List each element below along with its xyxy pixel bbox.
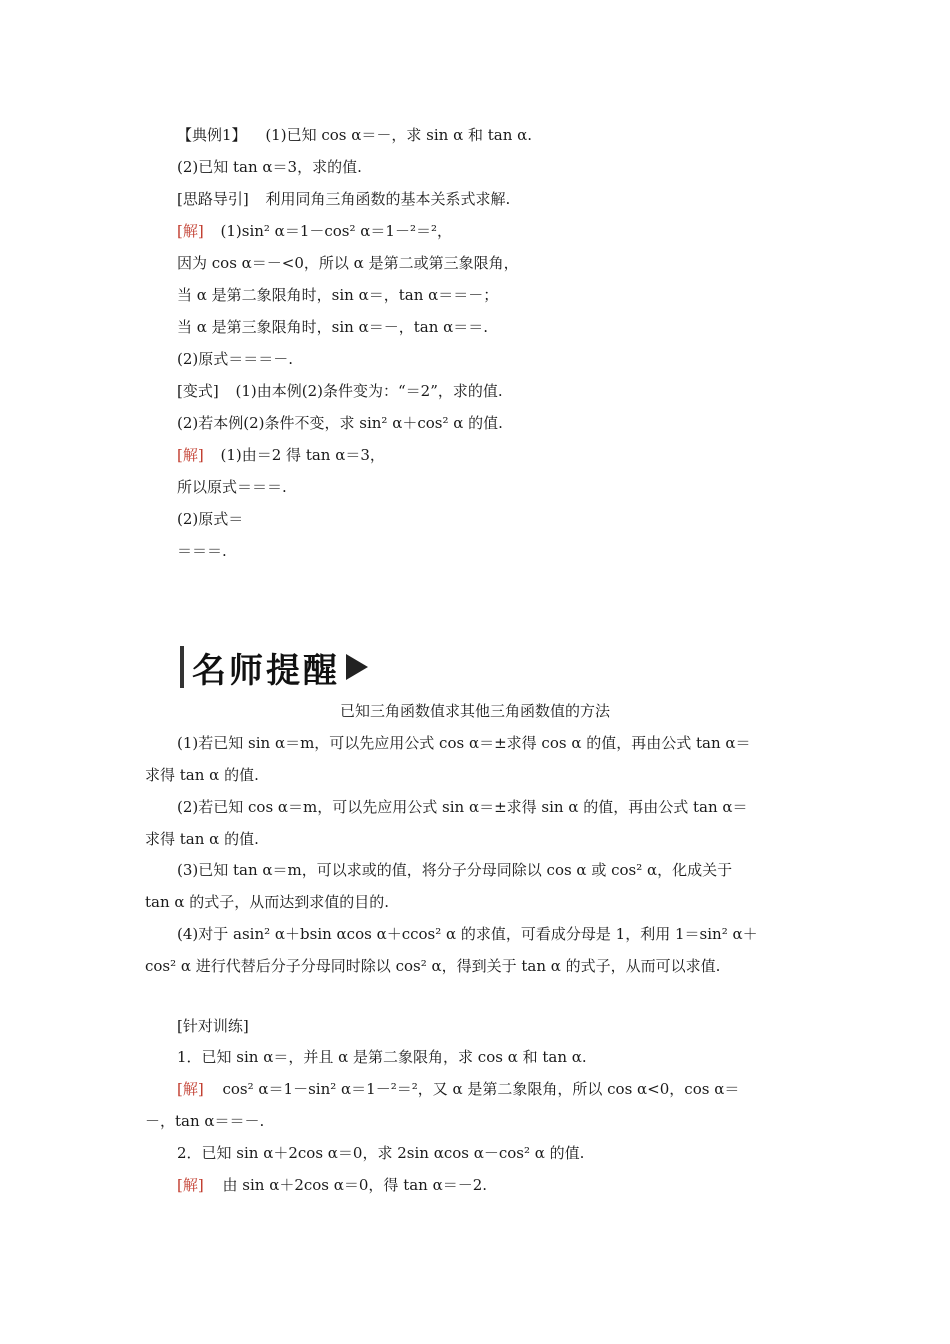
tips-paragraph: 求得 tan α 的值. <box>145 766 259 784</box>
variant-solution-1 <box>177 445 385 465</box>
solution-step: 当 α 是第三象限角时，sin α＝－，tan α＝＝. <box>177 318 489 336</box>
variant-question-1: (1)由本例(2)条件变为：“＝2”，求的值. <box>235 382 503 400</box>
training-question-1: 1．已知 sin α＝，并且 α 是第二象限角，求 cos α 和 tan α. <box>177 1048 587 1066</box>
solution-tag: [解] <box>177 222 204 240</box>
tips-paragraph: tan α 的式子，从而达到求值的目的. <box>145 893 390 911</box>
solution-step: ＝＝＝. <box>177 542 227 560</box>
example-tag: 【典例1】 <box>177 126 247 144</box>
variant-line-1 <box>177 381 503 401</box>
tips-paragraph: (3)已知 tan α＝m，可以求或的值，将分子分母同除以 cos α 或 cos² α，化成关于 <box>177 861 733 879</box>
training-answer-2 <box>177 1175 487 1195</box>
solution-tag: [解] <box>177 1176 204 1194</box>
tips-paragraph: (4)对于 asin² α＋bsin αcos α＋ccos² α 的求值，可看成分母是 1，利用 1＝sin² α＋ <box>177 925 758 943</box>
solution-tag: [解] <box>177 446 204 464</box>
banner-title: 名师提醒 <box>192 650 340 691</box>
solution-step: －，tan α＝＝－. <box>145 1112 265 1130</box>
example-hint <box>177 189 510 209</box>
example-solution-1 <box>177 221 452 241</box>
tips-paragraph: cos² α 进行代替后分子分母同时除以 cos² α，得到关于 tan α 的式子，从而可以求值. <box>145 957 721 975</box>
solution-step: 由 sin α＋2cos α＝0，得 tan α＝－2. <box>222 1176 488 1194</box>
tips-paragraph: (2)若已知 cos α＝m，可以先应用公式 sin α＝±求得 sin α 的值，再由公式 tan α＝ <box>177 798 748 816</box>
hint-text: 利用同角三角函数的基本关系式求解. <box>265 190 511 208</box>
example-question-1: (1)已知 cos α＝－，求 sin α 和 tan α. <box>265 126 533 144</box>
solution-step: 所以原式＝＝＝. <box>177 478 287 496</box>
tips-banner <box>180 645 368 689</box>
variant-tag: [变式] <box>177 382 219 400</box>
solution-step: cos² α＝1－sin² α＝1－²＝²，又 α 是第二象限角，所以 cos α<0，cos α＝ <box>222 1080 740 1098</box>
solution-step: (2)原式＝ <box>177 510 244 528</box>
solution-tag: [解] <box>177 1080 204 1098</box>
hint-tag: [思路导引] <box>177 190 249 208</box>
play-triangle-icon <box>346 654 368 680</box>
solution-step: (2)原式＝＝＝－. <box>177 350 294 368</box>
banner-bar <box>180 646 184 688</box>
tips-paragraph: (1)若已知 sin α＝m，可以先应用公式 cos α＝±求得 cos α 的值，再由公式 tan α＝ <box>177 734 751 752</box>
solution-step: (1)由＝2 得 tan α＝3， <box>220 446 385 464</box>
solution-step: 当 α 是第二象限角时，sin α＝，tan α＝＝－； <box>177 286 499 304</box>
example-question-2: (2)已知 tan α＝3，求的值. <box>177 158 362 176</box>
training-tag: [针对训练] <box>177 1017 249 1035</box>
training-question-2: 2．已知 sin α＋2cos α＝0，求 2sin αcos α－cos² α 的值. <box>177 1144 585 1162</box>
tips-heading: 已知三角函数值求其他三角函数值的方法 <box>339 702 610 720</box>
example-line-1 <box>177 125 532 145</box>
variant-question-2: (2)若本例(2)条件不变，求 sin² α＋cos² α 的值. <box>177 414 503 432</box>
solution-step: (1)sin² α＝1－cos² α＝1－²＝²， <box>220 222 452 240</box>
training-answer-1 <box>177 1079 739 1099</box>
tips-paragraph: 求得 tan α 的值. <box>145 830 259 848</box>
solution-step: 因为 cos α＝－<0，所以 α 是第二或第三象限角， <box>177 254 519 272</box>
